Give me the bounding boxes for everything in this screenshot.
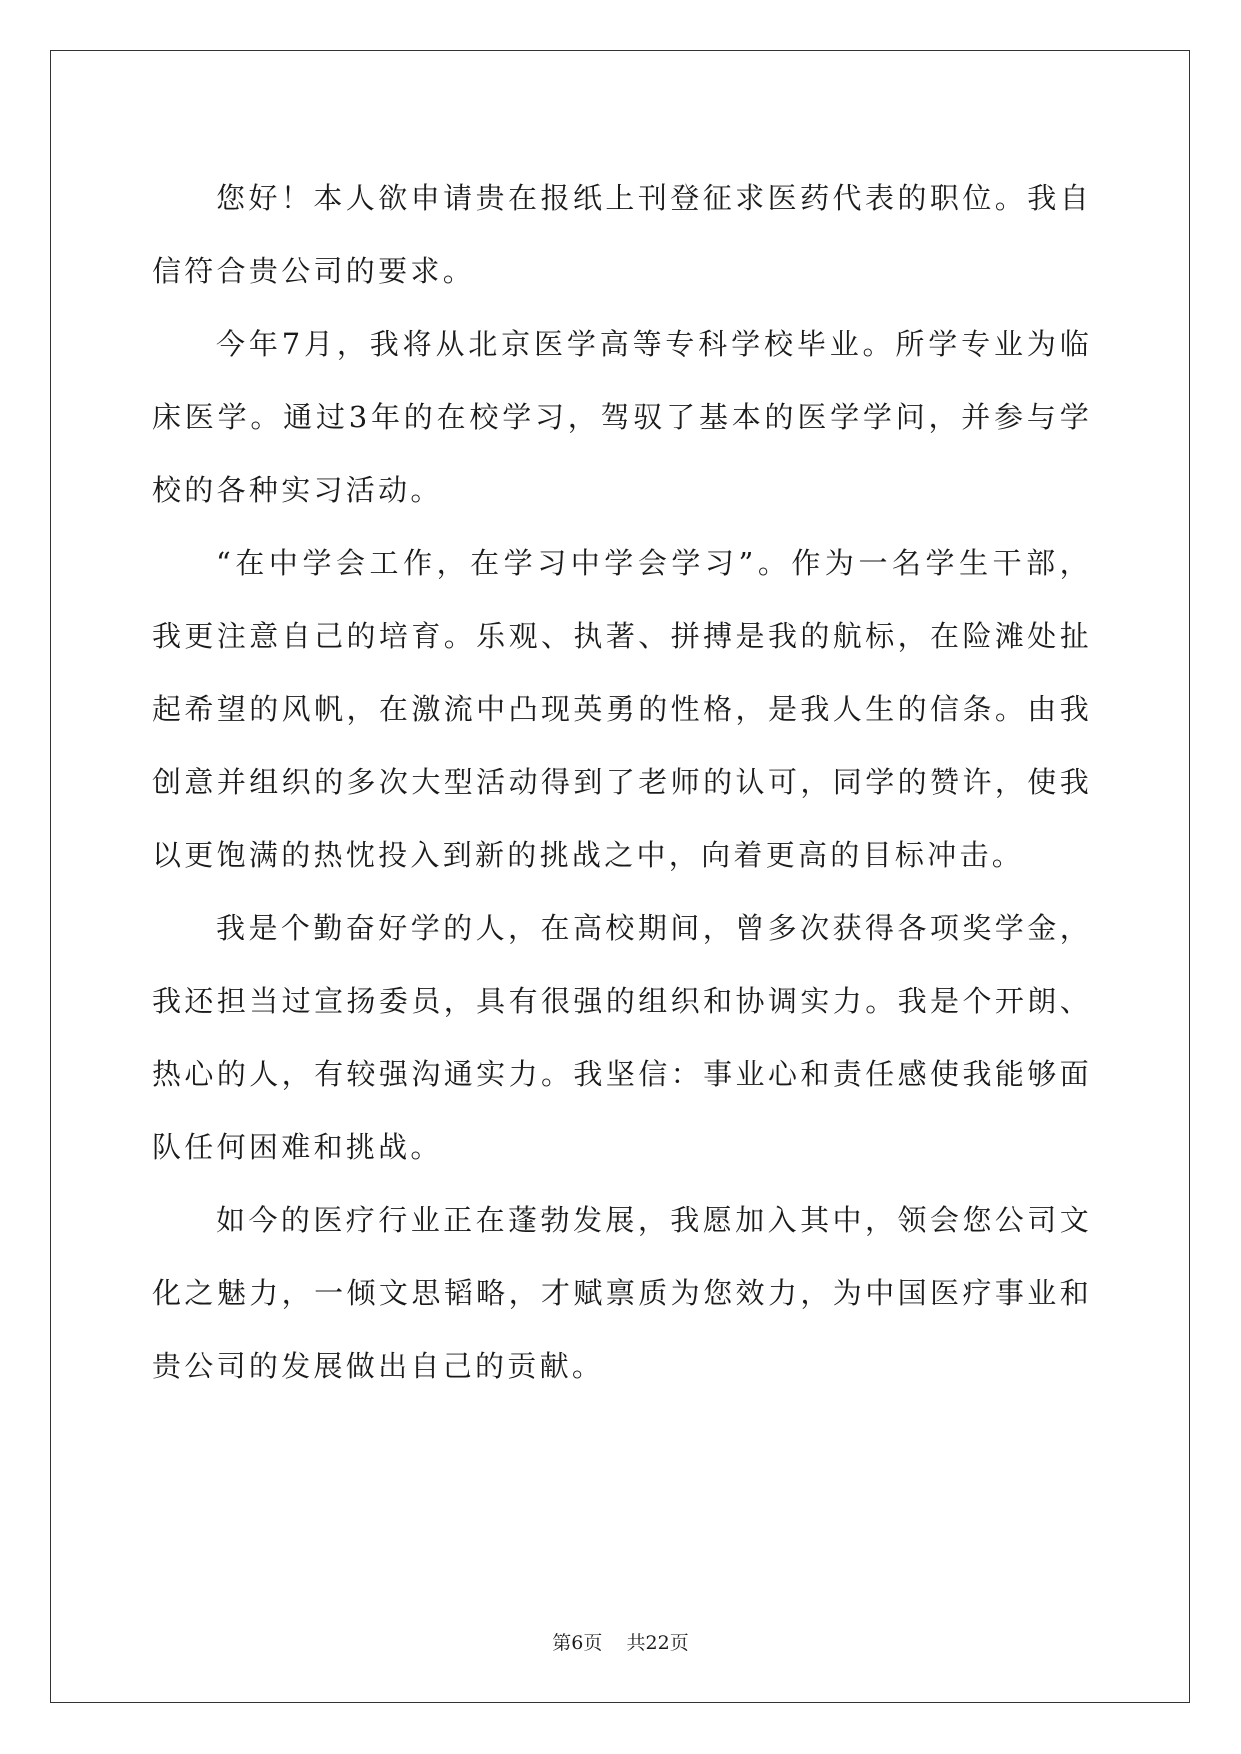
page-total: 共22页 [626,1632,689,1654]
paragraph-education: 今年7月，我将从北京医学高等专科学校毕业。所学专业为临床医学。通过3年的在校学习，驾驭了基本的医学学问，并参与学校的各种实习活动。 [152,327,1092,507]
paragraph-personality: 我是个勤奋好学的人，在高校期间，曾多次获得各项奖学金，我还担当过宣扬委员，具有很强的组织和协调实力。我是个开朗、热心的人，有较强沟通实力。我坚信：事业心和责任感使我能够面队任何困难和挑战。 [152,911,1092,1164]
letter-body [152,162,1092,1403]
page-number: 第6页 [552,1632,603,1654]
paragraph-closing: 如今的医疗行业正在蓬勃发展，我愿加入其中，领会您公司文化之魅力，一倾文思韬略，才赋禀质为您效力，为中国医疗事业和贵公司的发展做出自己的贡献。 [152,1203,1092,1383]
paragraph-greeting: 您好！本人欲申请贵在报纸上刊登征求医药代表的职位。我自信符合贵公司的要求。 [152,181,1092,288]
page-footer [0,1628,1241,1655]
paragraph-student-leader: “在中学会工作，在学习中学会学习”。作为一名学生干部，我更注意自己的培育。乐观、执著、拼搏是我的航标，在险滩处扯起希望的风帆，在激流中凸现英勇的性格，是我人生的信条。由我创意并组织的多次大型活动得到了老师的认可，同学的赞许，使我以更饱满的热忱投入到新的挑战之中，向着更高的目标冲击。 [152,546,1092,872]
